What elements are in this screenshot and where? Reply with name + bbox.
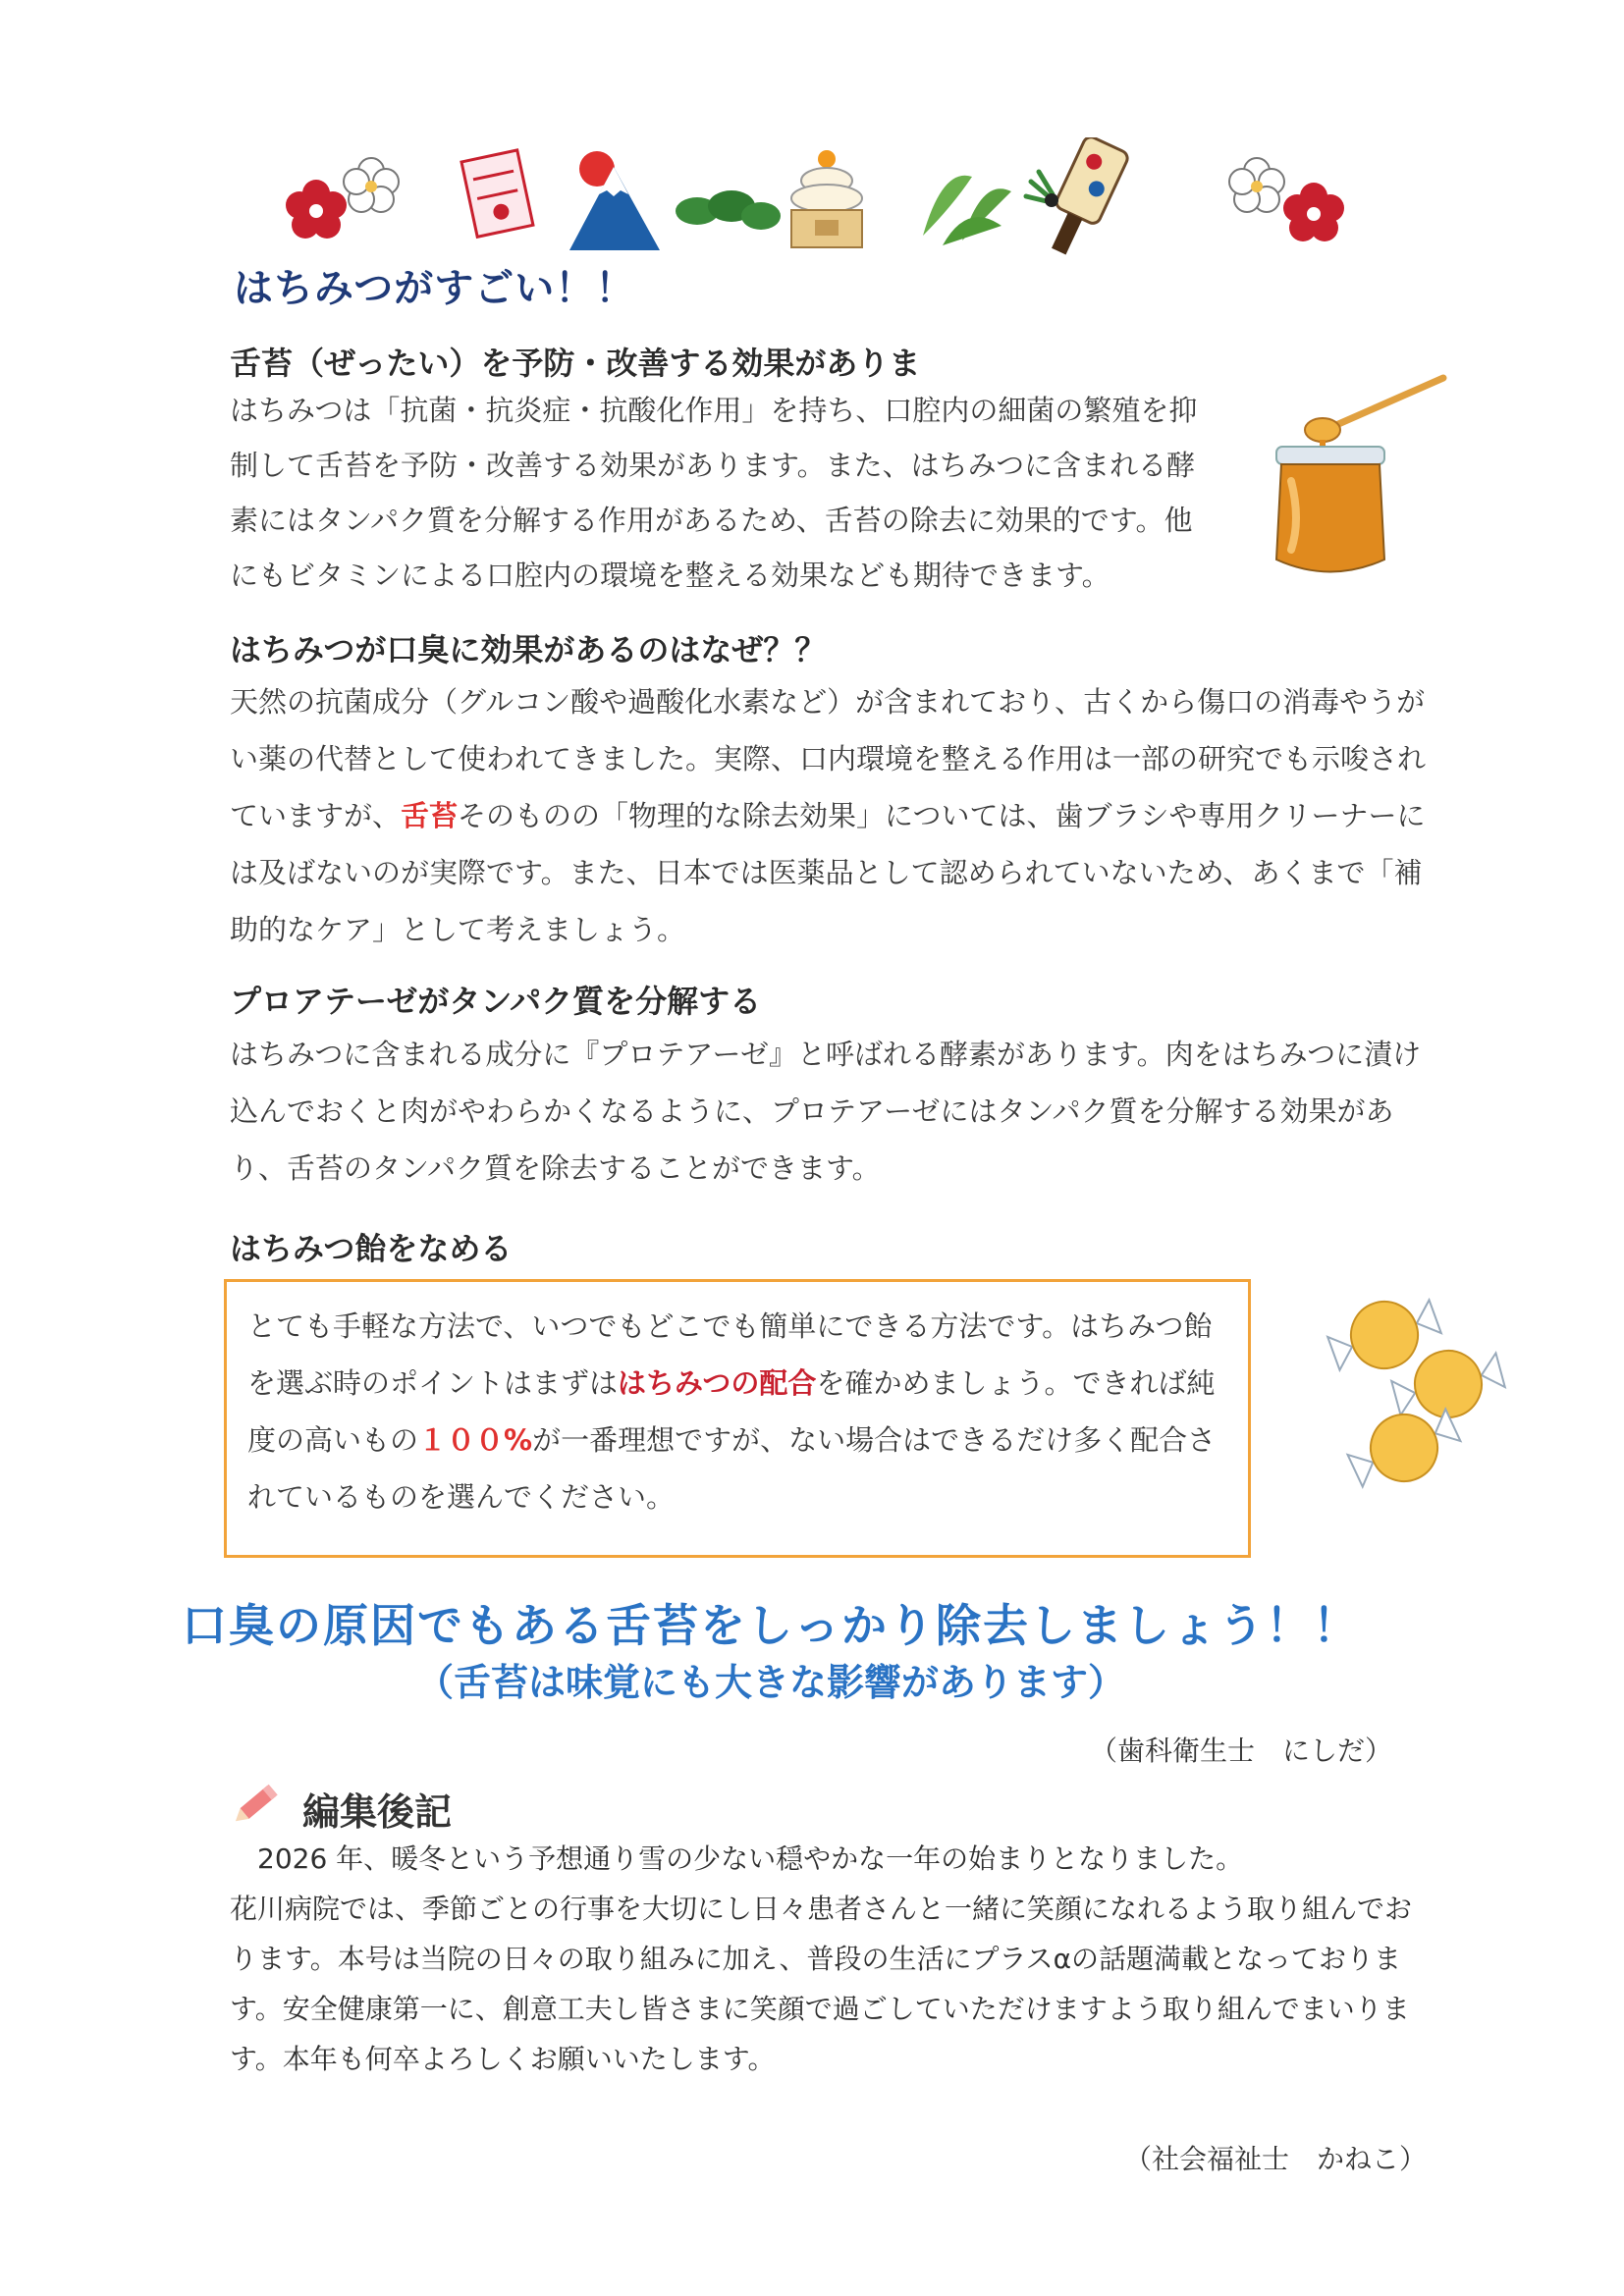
section-body-bad-breath — [230, 673, 1428, 958]
section-heading-bad-breath: はちみつが口臭に効果があるのはなぜ？？ — [230, 631, 827, 668]
honey-jar-icon — [1262, 373, 1448, 589]
honey-candy-icon — [1316, 1286, 1512, 1502]
editor-note-title: 編集後記 — [302, 1790, 453, 1834]
mount-fuji-icon — [569, 151, 660, 250]
section-body-protease: はちみつに含まれる成分に『プロテアーゼ』と呼ばれる酵素があります。肉をはちみつに漬け込んでおくと肉がやわらかくなるように、プロテアーゼにはタンパク質を分解する効果があり、舌苔のタンパク質を除去することができます。 — [230, 1038, 1422, 1185]
section-heading-honey-candy: はちみつ飴をなめる — [230, 1230, 513, 1267]
body-text: が一番理想ですが、ない場合はできるだけ多く配合されているものを選んでください。 — [247, 1423, 1217, 1514]
pencil-icon — [228, 1775, 287, 1834]
main-title: はちみつがすごい！！ — [234, 266, 636, 311]
envelope-icon — [461, 150, 533, 237]
highlight-text: はちみつの配合 — [618, 1366, 817, 1400]
section-heading-protease: プロアテーゼがタンパク質を分解する — [230, 983, 762, 1020]
signature-social-worker: （社会福祉士 かねこ） — [1124, 2143, 1428, 2175]
editor-note-line: 花川病院では、季節ごとの行事を大切にし日々患者さんと一緒に笑顔になれるよう取り組んでおります。本号は当院の日々の取り組みに加え、普段の生活にプラスαの話題満載となっております。安全健康第一に、創意工夫し皆さまに笑顔で過ごしていただけますよう取り組んでまいります。本年も何卒よろしくお願いいたします。 — [230, 1893, 1413, 2075]
headline: 口臭の原因でもある舌苔をしっかり除去しましょう！！ — [182, 1599, 1360, 1652]
signature-dental-hygienist: （歯科衛生士 にしだ） — [1090, 1735, 1393, 1767]
section-body-honey-candy — [247, 1298, 1234, 1525]
plum-blossom-icon — [1229, 158, 1344, 241]
highlight-text: １００% — [418, 1423, 533, 1457]
editor-note-body — [230, 1834, 1437, 2084]
highlight-text: 舌苔 — [401, 799, 459, 832]
pine-icon — [676, 190, 781, 230]
body-text: 天然の抗菌成分（グルコン酸や過酸化水素など）が含まれており、古くから傷口の消毒やうがい薬の代替として使われてきました。実際、口内環境を整える作用は一部の研究でも示唆されていますが、 — [230, 685, 1427, 832]
plum-blossom-icon — [286, 158, 399, 239]
body-text: そのものの「物理的な除去効果」については、歯ブラシや専用クリーナーには及ばないのが実際です。また、日本では医薬品として認められていないため、あくまで「補助的なケア」として考えましょう。 — [230, 799, 1426, 946]
section-body-tongue-coating: はちみつは「抗菌・抗炎症・抗酸化作用」を持ち、口腔内の細菌の繁殖を抑制して舌苔を予防・改善する効果があります。また、はちみつに含まれる酵素にはタンパク質を分解する作用があるため、舌苔の除去に効果的です。他にもビタミンによる口腔内の環境を整える効果なども期待できます。 — [230, 394, 1198, 592]
section-heading-tongue-coating: 舌苔（ぜったい）を予防・改善する効果がありま — [230, 345, 921, 382]
subheadline: （舌苔は味覚にも大きな影響があります） — [415, 1661, 1125, 1704]
body-text: を確かめましょう。できれば純度の高いもの — [247, 1366, 1216, 1457]
kagami-mochi-icon — [791, 150, 862, 247]
editor-note-line: 2026 年、暖冬という予想通り雪の少ない穏やかな一年の始まりとなりました。 — [230, 1842, 1244, 1875]
bamboo-icon — [923, 176, 1011, 245]
body-text: とても手軽な方法で、いつでもどこでも簡単にできる方法です。はちみつ飴を選ぶ時のポイントはまずは — [247, 1309, 1213, 1400]
new-year-decoration-row — [275, 137, 1365, 255]
hagoita-icon — [1026, 137, 1130, 255]
